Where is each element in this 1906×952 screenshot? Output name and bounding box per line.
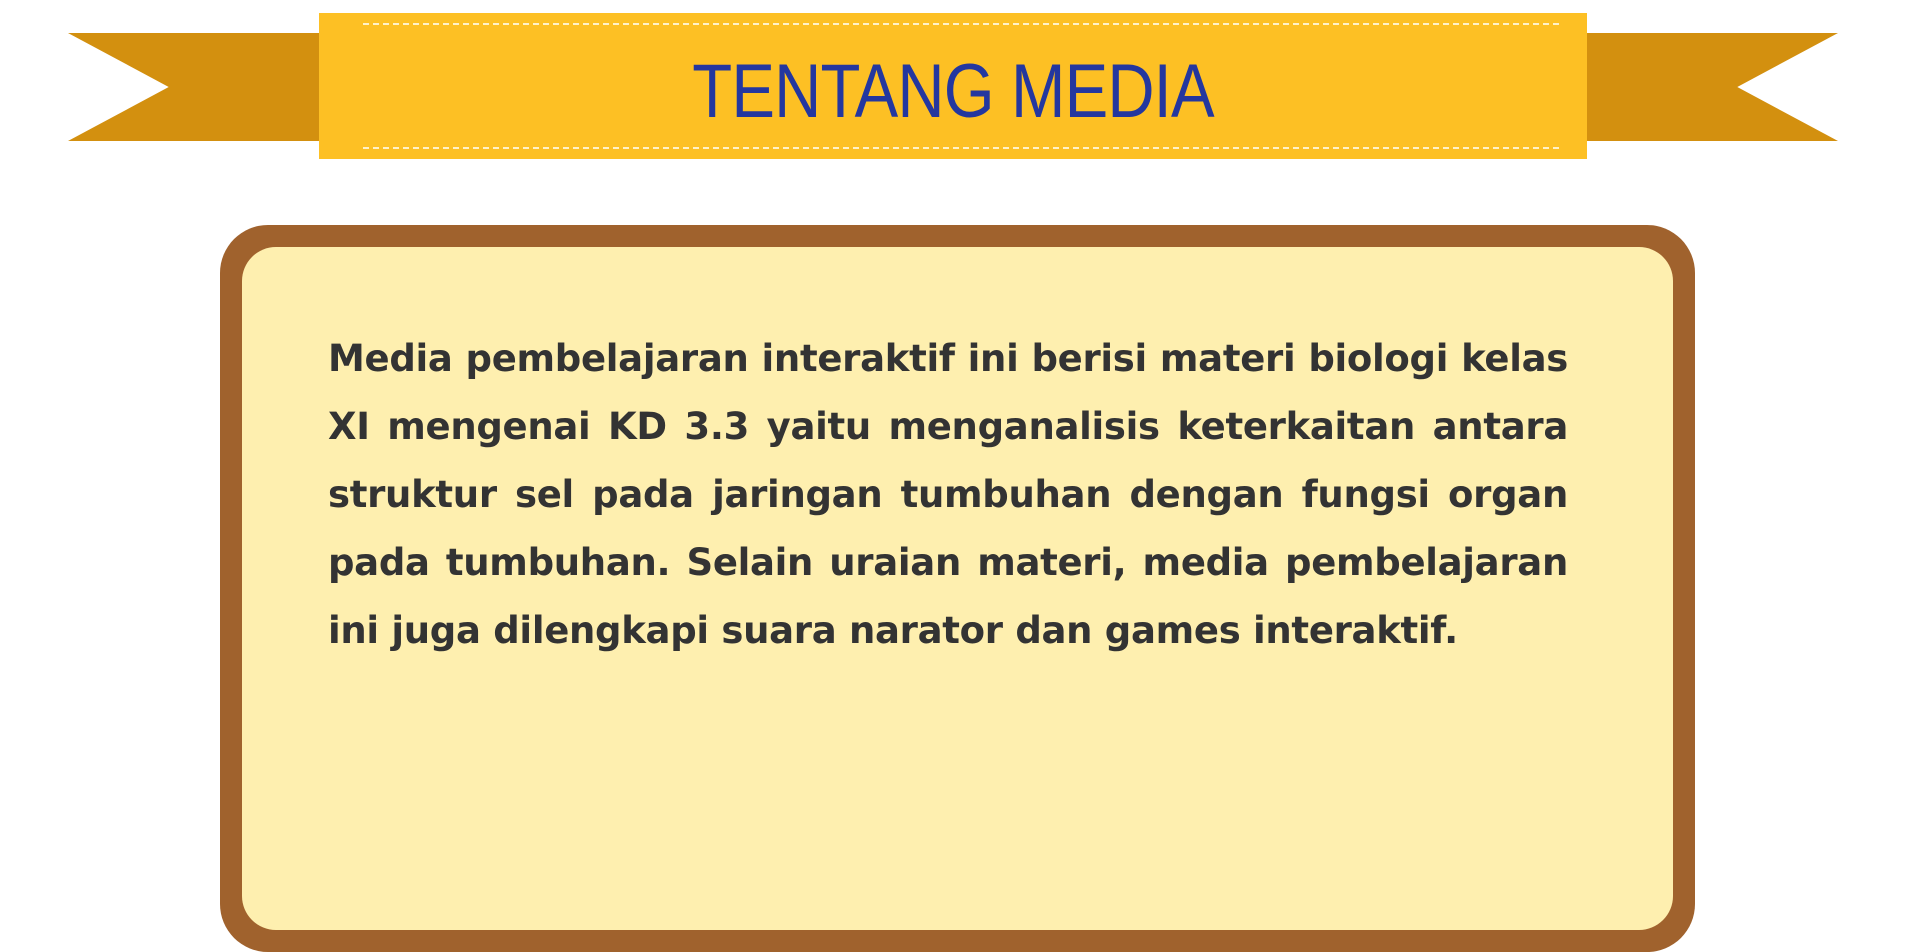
ribbon-tail-left <box>68 33 333 141</box>
about-panel-content <box>242 247 1673 930</box>
about-description: Media pembelajaran interaktif ini berisi materi biologi kelas XI mengenai KD 3.3 yaitu menganalisis keterkaitan antara struktur sel pada jaringan tumbuhan dengan fungsi organ pada tumbuhan. Selain uraian materi, media pembelajaran ini juga dilengkapi suara narator dan games interaktif. <box>328 337 1568 652</box>
page-title: TENTANG MEDIA <box>692 49 1214 134</box>
about-panel <box>220 225 1695 952</box>
ribbon-stitch-bottom <box>363 147 1559 149</box>
ribbon-tail-right <box>1573 33 1838 141</box>
ribbon-stitch-top <box>363 23 1559 25</box>
ribbon-body <box>319 13 1587 159</box>
title-banner <box>0 0 1906 170</box>
